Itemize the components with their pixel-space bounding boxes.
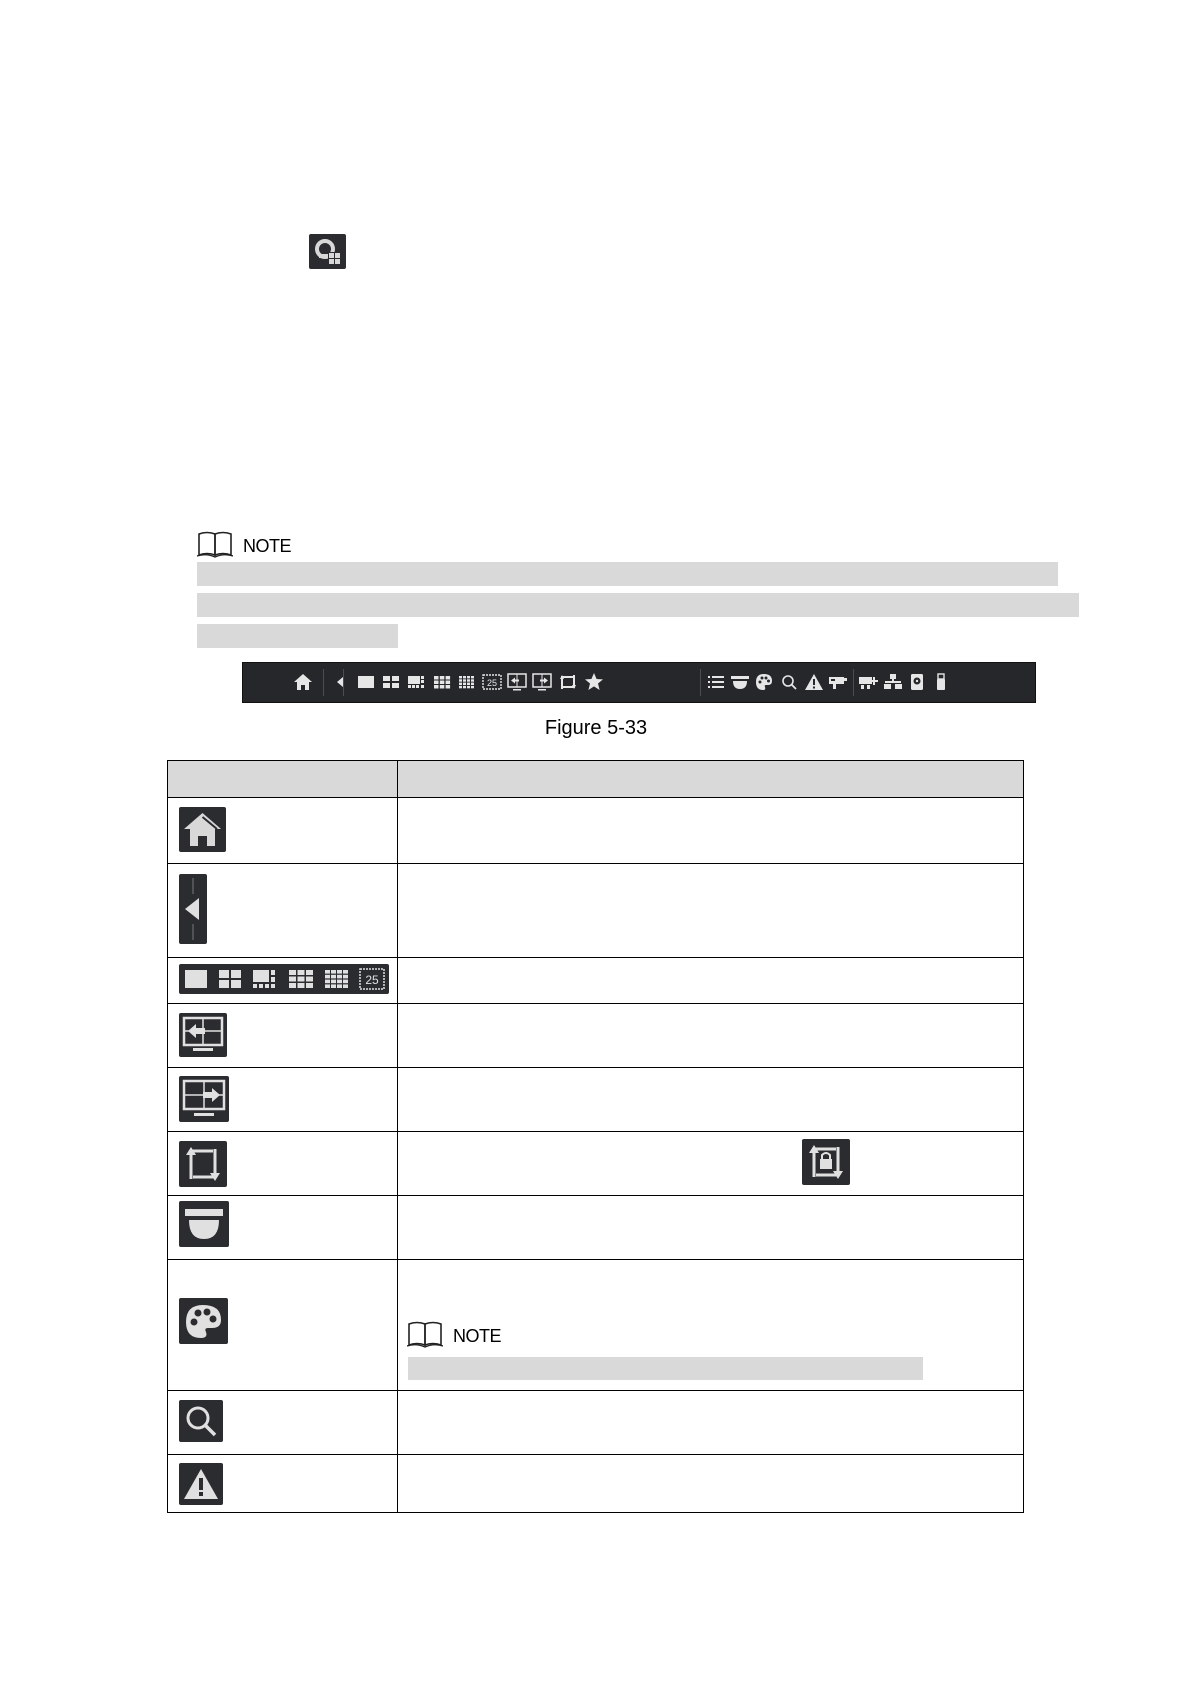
toolbar-description-table xyxy=(167,760,1024,1513)
home-icon[interactable] xyxy=(292,671,314,693)
toolbar-divider xyxy=(853,669,854,696)
camera-registration-icon[interactable] xyxy=(827,671,849,693)
sequence-icon[interactable] xyxy=(557,671,579,693)
home-icon xyxy=(179,807,226,852)
ptz-dome-icon xyxy=(179,1201,229,1247)
network-icon[interactable] xyxy=(882,671,904,693)
row-divider xyxy=(168,863,1023,864)
usb-icon[interactable] xyxy=(930,671,952,693)
figure-caption: Figure 5-33 xyxy=(544,717,648,739)
next-screen-icon xyxy=(179,1076,229,1122)
camera-grid-icon xyxy=(309,234,346,269)
row-divider xyxy=(168,1259,1023,1260)
row-divider xyxy=(168,1067,1023,1068)
split-4-icon[interactable] xyxy=(380,671,402,693)
collapse-arrow-icon[interactable] xyxy=(329,671,351,693)
hdd-icon[interactable] xyxy=(906,671,928,693)
row-divider xyxy=(168,957,1023,958)
alarm-warning-icon[interactable] xyxy=(803,671,825,693)
ptz-dome-icon[interactable] xyxy=(729,671,751,693)
previous-screen-icon[interactable] xyxy=(506,671,528,693)
note-label: NOTE xyxy=(243,536,292,556)
color-palette-icon xyxy=(179,1298,228,1344)
search-icon[interactable] xyxy=(778,671,800,693)
split-8-icon[interactable] xyxy=(405,671,427,693)
row-divider xyxy=(168,1390,1023,1391)
note-heading xyxy=(197,530,291,563)
split-9-icon[interactable] xyxy=(431,671,453,693)
favorite-star-icon[interactable] xyxy=(583,671,605,693)
toolbar-divider xyxy=(700,669,701,696)
device-add-icon[interactable] xyxy=(857,671,879,693)
note-label: NOTE xyxy=(453,1326,502,1346)
row-divider xyxy=(168,1131,1023,1132)
book-icon xyxy=(197,530,233,563)
note-text-line-2 xyxy=(197,593,1079,617)
alarm-warning-icon xyxy=(179,1463,223,1505)
sequence-locked-icon xyxy=(802,1139,850,1185)
palette-note-text xyxy=(408,1357,923,1380)
search-icon xyxy=(179,1400,223,1442)
sequence-icon xyxy=(179,1141,227,1187)
palette-note-heading xyxy=(407,1320,501,1353)
next-screen-icon[interactable] xyxy=(531,671,553,693)
toolbar-divider xyxy=(343,669,344,696)
row-divider xyxy=(168,1454,1023,1455)
split-25-icon[interactable] xyxy=(481,671,503,693)
book-icon xyxy=(407,1320,443,1353)
split-25-label: 25 xyxy=(486,678,498,688)
column-divider xyxy=(397,761,398,1512)
color-palette-icon[interactable] xyxy=(753,671,775,693)
toolbar-divider xyxy=(323,669,324,696)
list-icon[interactable] xyxy=(705,671,727,693)
previous-screen-icon xyxy=(179,1013,227,1057)
split-25-label: 25 xyxy=(365,973,379,987)
table-header xyxy=(168,761,1023,798)
row-divider xyxy=(168,1003,1023,1004)
live-view-toolbar xyxy=(242,662,1036,703)
note-text-line-3 xyxy=(197,624,398,648)
split-1-icon[interactable] xyxy=(355,671,377,693)
row-divider xyxy=(168,1195,1023,1196)
note-text-line-1 xyxy=(197,562,1058,586)
split-layout-icons xyxy=(179,964,389,994)
collapse-arrow-icon xyxy=(179,874,207,944)
split-16-icon[interactable] xyxy=(456,671,478,693)
